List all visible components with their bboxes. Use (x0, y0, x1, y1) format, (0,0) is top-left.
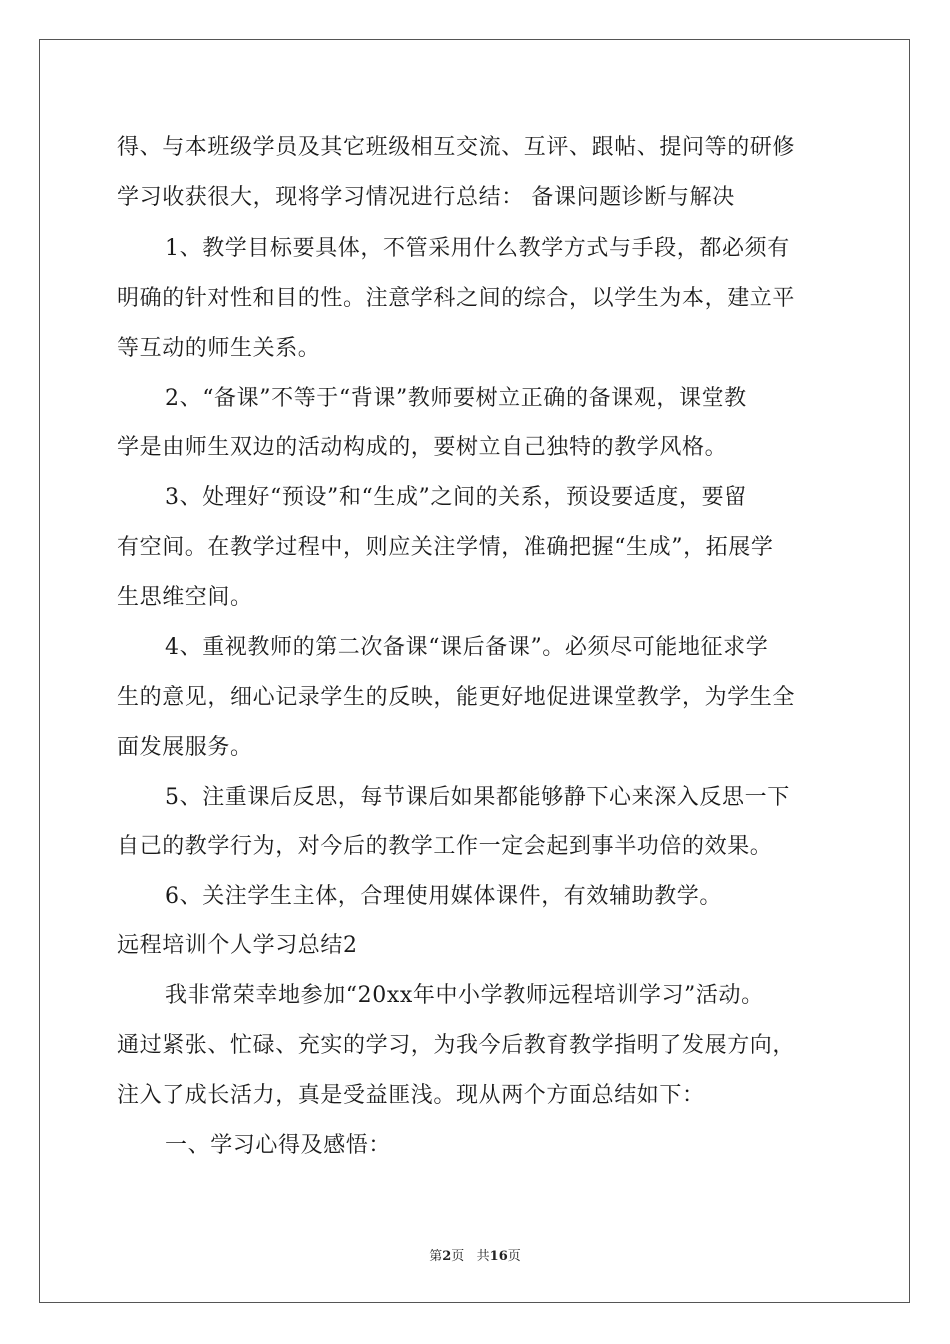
body-line: 生思维空间。 (117, 585, 253, 610)
footer-mid: 页 共 (451, 1249, 490, 1264)
subsection-heading: 一、学习心得及感悟： (165, 1133, 392, 1158)
section-title: 远程培训个人学习总结2 (117, 933, 358, 958)
body-line: 通过紧张、忙碌、充实的学习，为我今后教育教学指明了发展方向， (117, 1033, 796, 1058)
page-border (39, 39, 910, 1303)
body-line: 面发展服务。 (117, 735, 253, 760)
paragraph-4: 4、重视教师的第二次备课“课后备课”。必须尽可能地征求学 (165, 635, 769, 660)
paragraph-intro: 我非常荣幸地参加“20xx年中小学教师远程培训学习”活动。 (165, 983, 764, 1008)
body-line: 学是由师生双边的活动构成的，要树立自己独特的教学风格。 (117, 435, 728, 460)
footer-prefix: 第 (429, 1249, 443, 1264)
body-line: 学习收获很大，现将学习情况进行总结： 备课问题诊断与解决 (117, 185, 735, 210)
total-pages-number: 16 (489, 1249, 508, 1264)
paragraph-6: 6、关注学生主体，合理使用媒体课件，有效辅助教学。 (165, 884, 722, 909)
paragraph-1: 1、教学目标要具体，不管采用什么教学方式与手段，都必须有 (165, 236, 790, 261)
page-footer (0, 1245, 950, 1264)
footer-suffix: 页 (507, 1249, 521, 1264)
current-page-number: 2 (442, 1249, 452, 1264)
body-line: 生的意见，细心记录学生的反映，能更好地促进课堂教学，为学生全 (117, 685, 796, 710)
paragraph-3: 3、处理好“预设”和“生成”之间的关系，预设要适度，要留 (165, 485, 747, 510)
paragraph-2: 2、“备课”不等于“背课”教师要树立正确的备课观，课堂教 (165, 386, 747, 411)
body-line: 注入了成长活力，真是受益匪浅。现从两个方面总结如下： (117, 1083, 705, 1108)
paragraph-5: 5、注重课后反思，每节课后如果都能够静下心来深入反思一下 (165, 785, 790, 810)
body-line: 明确的针对性和目的性。注意学科之间的综合，以学生为本，建立平 (117, 286, 796, 311)
body-line: 自己的教学行为，对今后的教学工作一定会起到事半功倍的效果。 (117, 834, 773, 859)
body-line: 得、与本班级学员及其它班级相互交流、互评、跟帖、提问等的研修 (117, 135, 796, 160)
body-line: 等互动的师生关系。 (117, 336, 321, 361)
body-line: 有空间。在教学过程中，则应关注学情，准确把握“生成”，拓展学 (117, 535, 774, 560)
